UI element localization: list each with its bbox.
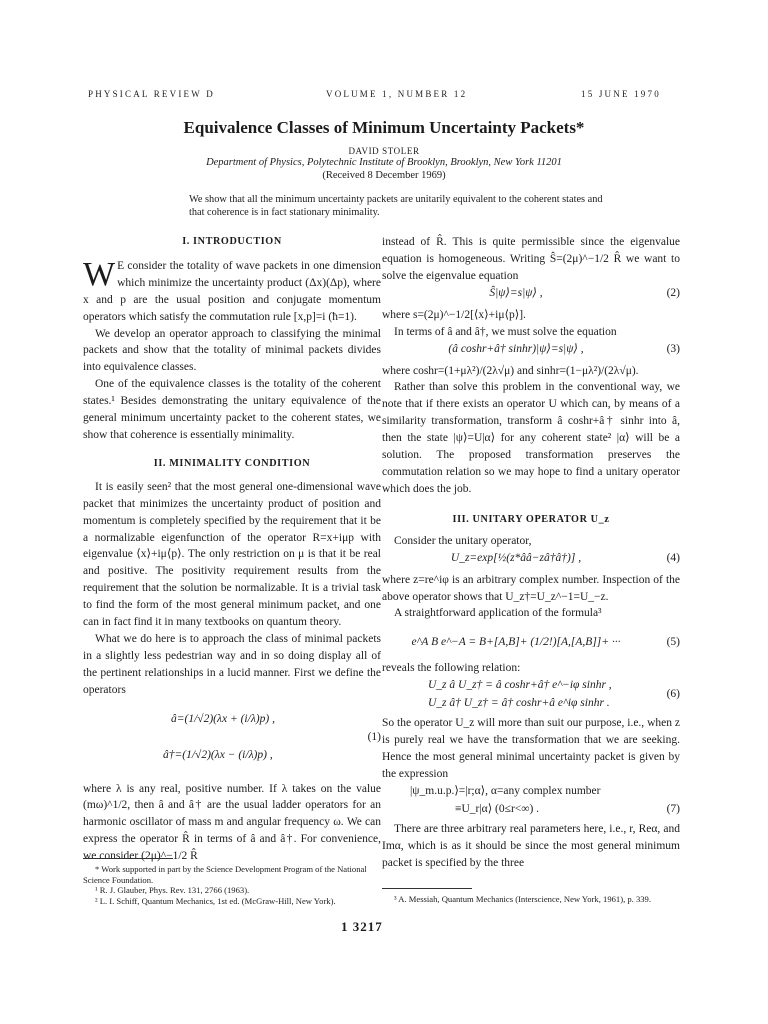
right-column [382,234,680,872]
col2-paragraph-2: where s=(2μ)^−1/2[⟨x⟩+iμ⟨p⟩]. [382,308,526,321]
footnote-2: ² L. I. Schiff, Quantum Mechanics, 1st ed. (McGraw-Hill, New York). [95,895,336,906]
footnotes [83,858,381,906]
journal-name: PHYSICAL REVIEW D [88,89,215,99]
issue-date: 15 JUNE 1970 [581,89,661,99]
intro-paragraph-2: We develop an operator approach to classifying the minimal packets and show that the totality of minimal packets divides into equivalence classes. [83,327,381,374]
left-column [83,234,381,865]
minimality-paragraph-1: It is easily seen² that the most general one-dimensional wave packet that minimizes the uncertainty product of position and momentum is completely specified by the requirement that it be a normalizable eigenfunction of the operator R=x+iμp with eigenvalue ⟨x⟩+iμ⟨p⟩. The only restriction on μ is that it be real and positive. The positivity requirement results from the requirement that the solution be normalizable. It is a trivial task to find the form of the most general minimum packet, and one can in fact find it in many textbooks on quantum theory. [83,480,381,629]
col2-paragraph-4: where coshr=(1+μλ²)/(2λ√μ) and sinhr=(1−μλ²)/(2λ√μ). [382,364,639,377]
equation-7 [382,783,680,821]
equation-1a: â=(1/√2)(λx + (i/λ)p) , [171,712,275,725]
equation-6b: U_z â† U_z† = â† coshr+â e^iφ sinhr . [428,697,610,710]
volume-number: VOLUME 1, NUMBER 12 [326,89,468,99]
equation-6-number: (6) [666,688,680,701]
equation-7a: |ψ_m.u.p.⟩=|r;α⟩, α=any complex number [410,784,601,797]
equation-1 [83,707,381,781]
col2-paragraph-9: reveals the following relation: [382,662,521,675]
col2-paragraph-1: instead of R̂. This is quite permissible since the eigenvalue equation is homogeneous. Writing Ŝ=(2μ)^−1/2 R̂ we want to solve the eigenvalue equation [382,236,680,282]
col2-paragraph-11: There are three arbitrary real parameters here, i.e., r, Reα, and Imα, which is as it should be since the most general minimum packet is specified by the three [382,822,680,869]
paper-title: Equivalence Classes of Minimum Uncertainty Packets* [183,118,585,137]
intro-paragraph-3: One of the equivalence classes is the totality of the coherent states.¹ Besides demonstrating the unitary equivalence of the general minimum uncertainty packet to the coherent states, we show that coherence is essentially minimality. [83,378,381,441]
equation-6a: U_z â U_z† = â coshr+â† e^−iφ sinhr , [428,679,612,692]
col2-paragraph-6: Consider the unitary operator, [394,534,532,547]
abstract: We show that all the minimum uncertainty packets are unitarily equivalent to the coherent states and that coherence is in fact stationary minimality. [189,194,603,218]
equation-5: e^A B e^−A = B+[A,B]+ (1/2!)[A,[A,B]]+ ··· (5) [411,636,680,649]
page-number: 1 3217 [341,919,383,934]
col2-paragraph-5: Rather than solve this problem in the conventional way, we note that if there exists an operator U which can, by means of a similarity transformation, transform â coshr+â† sinhr into â, then the state |ψ⟩=U|α⟩ for any coherent state² |α⟩ will be a solution. The proposed transformation preserves the commutation relation so we may hope to find a unitary operator which does the job. [382,381,680,495]
footnote-3: ³ A. Messiah, Quantum Mechanics (Interscience, New York, 1961), p. 339. [394,894,651,904]
drop-cap: W [83,255,116,293]
col2-paragraph-3: In terms of â and â†, we must solve the equation [394,325,617,338]
minimality-paragraph-2: What we do here is to approach the class of minimal packets in a slightly less pedestrian way and in so doing display all of the pertinent relationships in a lucid manner. First we define the operators [83,632,381,696]
footnote-funding: * Work supported in part by the Science Development Program of the National Science Foundation. [83,864,367,885]
section-heading-unitary-operator: III. UNITARY OPERATOR U_z [452,513,610,525]
author-name: DAVID STOLER [348,146,420,156]
equation-1b: â†=(1/√2)(λx − (i/λ)p) , [163,748,273,761]
equation-6 [382,677,680,715]
footnote-1: ¹ R. J. Glauber, Phys. Rev. 131, 2766 (1963). [95,885,250,896]
col2-paragraph-10: So the operator U_z will more than suit our purpose, i.e., when z is purely real we have the transformation that we are seeking. Hence the most general minimal uncertainty packet is given by the expression [382,717,680,780]
equation-2: Ŝ|ψ⟩=s|ψ⟩ , (2) [489,286,680,299]
col2-paragraph-8: A straightforward application of the formula³ [394,607,602,620]
equation-7-number: (7) [666,802,680,815]
minimality-paragraph-3: where λ is any real, positive number. If λ takes on the value (mω)^1/2, then â and â† are the usual ladder operators for an harmonic oscillator of mass m and angular frequency ω. We can express the operator R̂ in terms of â and â†. For convenience, we consider (2μ)^−1/2 R̂ [83,782,381,863]
section-heading-introduction: I. INTRODUCTION [182,236,282,247]
affiliation: Department of Physics, Polytechnic Institute of Brooklyn, Brooklyn, New York 11201 [206,157,562,168]
footnote-3-block [382,888,680,905]
equation-7b: ≡U_r|α⟩ (0≤r<∞) . [455,802,540,815]
intro-paragraph-1: W E consider the totality of wave packets in one dimension which minimize the uncertainty product (Δx)(Δp), where x and p are the usual position and conjugate momentum operators which satisfy the commutation rule [x,p]=i (ħ=1). [83,255,381,323]
equation-1-number: (1) [367,730,381,743]
equation-3: (â coshr+â† sinhr)|ψ⟩=s|ψ⟩ , (3) [448,342,680,355]
received-date: (Received 8 December 1969) [322,170,446,181]
col2-paragraph-7: where z=re^iφ is an arbitrary complex number. Inspection of the above operator shows that U_z†=U_z^−1=U_−z. [382,573,680,603]
section-heading-minimality: II. MINIMALITY CONDITION [153,457,311,469]
equation-4: U_z=exp[½(z*ââ−zâ†â†)] , (4) [450,551,680,564]
